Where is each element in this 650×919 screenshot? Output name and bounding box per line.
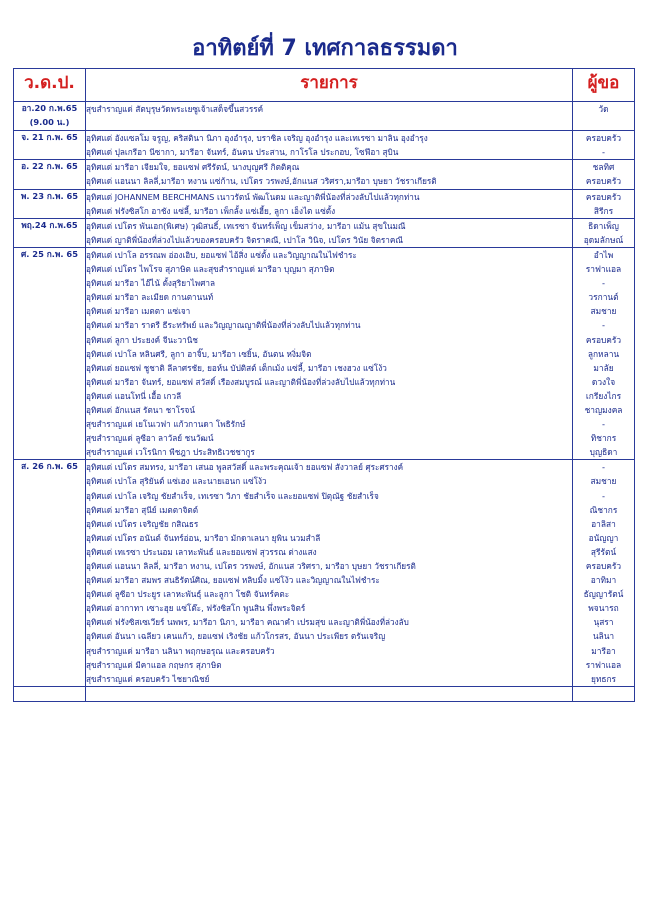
intention-line: อุทิศแด่ ลูกา ประยงค์ จีนะวานิช — [86, 334, 198, 345]
requester-name: มารีอา — [591, 645, 616, 656]
intention-line: สุขสำราญแด่ ครอบครัว ไชยาณิชย์ — [86, 673, 210, 684]
intention-line: อุทิศแด่ ญาติพี่น้องที่ล่วงไปแล้วของครอบครัว จิตราคณี, เปาโล วินิจ, เปโตร วินัย จิตราคณี — [86, 234, 403, 245]
requester-name: ณิชากร — [589, 504, 618, 515]
requester-name: ยุทธกร — [590, 673, 617, 684]
requester-name: - — [601, 278, 606, 289]
requester-name: บุญธิดา — [589, 447, 618, 458]
intention-line: อุทิศแด่ อันนา เฉลียว เคนแก้ว, ยอแซฟ เริงชัย แก้วโกรสร, อันนา ประเพียร ตรันเจริญ — [86, 631, 386, 642]
page-title: อาทิตย์ที่ 7 เทศกาลธรรมดา — [192, 36, 458, 61]
intention-line: อุทิศแด่ อากาทา เซาะฮุย แซ่โต๊ะ, ฟรังซิสโก พูนสิน พึ่งพระจิตร์ — [86, 603, 306, 614]
row-items — [86, 460, 573, 687]
intention-line: อุทิศแด่ อักแนส รัตนา ชาโรจน์ — [86, 404, 195, 415]
intention-line: อุทิศแด่ ปุลเกรีอา นีซากา, มารีอา จันทร์, อันตน ประสาน, กาโรโล ประกอบ, โซฟีอา สุบิน — [86, 147, 399, 158]
table-row — [14, 247, 635, 459]
requester-name: ลูกหลาน — [587, 348, 620, 359]
intention-line: สุขสำราญแด่ เวโรนิกา พีชฎา ประสิทธิเวชชากูร — [86, 447, 255, 458]
requester-name: นุสรา — [593, 617, 614, 628]
requester-name: สมชาย — [590, 306, 617, 317]
header-items: รายการ — [86, 69, 573, 102]
intention-line: อุทิศแด่ มารีอา ราตรี ธีระทรัพย์ และวิญญาณญาติพี่น้องที่ล่วงลับไปแล้วทุกท่าน — [86, 320, 361, 331]
requester-name: อาลิสา — [591, 518, 616, 529]
requester-name: ชลทิศ — [592, 162, 615, 173]
row-date — [14, 102, 86, 131]
date-text: พ. 23 ก.พ. 65 — [20, 190, 79, 201]
date-text: อ. 22 ก.พ. 65 — [21, 161, 78, 172]
requester-name: - — [601, 462, 606, 473]
requester-name: - — [601, 147, 606, 158]
requester-name: ครอบครัว — [585, 334, 622, 345]
requester-name: - — [601, 490, 606, 501]
intention-line: อุทิศแด่ ยอแซฟ ชูชาติ ลีลาศรชัย, ยอห์น บัปติสต์ เต็กเม้ง แซ่ลี้, มารีอา เชงฮวง แซ่โง้ว — [86, 362, 387, 373]
intention-line: อุทิศแด่ ฟรังซิสเซเวียร์ นพพร, มารีอา นิภา, มารีอา คณาคำ เปรมสุข และญาติพี่น้องที่ล่วงลับ — [86, 617, 409, 628]
intention-line: อุทิศแด่ เทเรซา ประนอม เลาหะพันธ์ และยอแซฟ สุวรรณ ต่างแสง — [86, 546, 317, 557]
row-requesters — [573, 218, 635, 247]
schedule-table — [13, 68, 635, 702]
requester-name: มาลัย — [593, 362, 614, 373]
requester-name: - — [601, 320, 606, 331]
row-date — [14, 218, 86, 247]
requester-name: พจนารถ — [588, 603, 619, 614]
intention-line: อุทิศแด่ แอนโทนี่ เอื้อ เกวลี — [86, 390, 182, 401]
row-requesters — [573, 160, 635, 189]
requester-name: นลินา — [592, 631, 615, 642]
header-date: ว.ด.ป. — [14, 69, 86, 102]
requester-name: ทิชากร — [590, 433, 617, 444]
requester-name: ครอบครัว — [585, 191, 622, 202]
intention-line: สุขสำราญแด่ เยโนเวฟา แก้วกานดา โพธิรักษ์ — [86, 419, 246, 430]
requester-name: ดวงใจ — [591, 376, 616, 387]
empty-row — [14, 686, 635, 701]
table-row — [14, 160, 635, 189]
intention-line: อุทิศแด่ แอนนา ลิลลี่, มารีอา หงาน, เปโตร วรพงษ์, อักแนส วริศรา, มารีอา บุษยา วัชราเกียรติ — [86, 561, 416, 571]
requester-name: วัด — [598, 104, 609, 114]
table-row — [14, 131, 635, 160]
row-items — [86, 189, 573, 218]
intention-line: อุทิศแด่ เปโตร เจริญชัย กสิณธร — [86, 518, 199, 529]
requester-name: - — [601, 419, 606, 430]
intention-line: อุทิศแด่ มารีอา เจียมใจ, ยอแซฟ ศรีรัตน์, นางบุญศรี กิตติคุณ — [86, 162, 300, 173]
date-text: ศ. 25 ก.พ. 65 — [21, 248, 78, 259]
intention-line: อุทิศแด่ ลูซีอา ประยูร เลาหะพันธุ์ และลูกา โชติ จันทร์คตะ — [86, 589, 290, 600]
requester-name: อุดมลักษณ์ — [583, 234, 624, 245]
row-items — [86, 218, 573, 247]
row-requesters — [573, 247, 635, 459]
row-requesters — [573, 189, 635, 218]
intention-line: อุทิศแด่ เปโตร อนันต์ จันทร์อ่อน, มารีอา มักดาเลนา ยุพิน นวมสำลี — [86, 532, 321, 543]
table-row — [14, 460, 635, 687]
intention-line: อุทิศแด่ มารีอา สมพร สนธิรัตน์ศิณ, ยอแซฟ หลิบมิ้ง แซ่โง้ว และวิญญาณในไฟชำระ — [86, 575, 380, 586]
table-row — [14, 102, 635, 131]
row-requesters — [573, 102, 635, 131]
row-items — [86, 247, 573, 459]
table-row — [14, 218, 635, 247]
row-date — [14, 460, 86, 687]
date-text: อา.20 ก.พ.65 — [21, 103, 78, 113]
requester-name: อนัญญา — [588, 532, 619, 543]
intention-line: อุทิศแด่ แอนนา ลิลลี่,มารีอา หงาน แซ่ก้าน, เปโตร วรพงษ์,อักแนส วริศรา,มารีอา บุษยา วัชราเกียรติ — [86, 176, 437, 187]
requester-name: สุรีรัตน์ — [590, 546, 617, 557]
row-items — [86, 102, 573, 131]
requester-name: สมชาย — [590, 476, 617, 487]
row-items — [86, 160, 573, 189]
intention-line: อุทิศแด่ JOHANNEM BERCHMANS เนาวรัตน์ พัฒโนดม และญาติพี่น้องที่ล่วงลับไปแล้วทุกท่าน — [86, 191, 420, 202]
row-date — [14, 160, 86, 189]
requester-name: ครอบครัว — [585, 133, 622, 144]
intention-line: อุทิศแด่ เปาโล สุริยันต์ แซ่เฮง และนายเอนก แซ่โง้ว — [86, 476, 267, 487]
requester-name: สิรีกร — [593, 205, 614, 216]
intention-line: อุทิศแด่ เปโตร สมทรง, มารีอา เสนอ พูลสวัสดิ์ และพระคุณเจ้า ยอแซฟ สังวาลย์ ศุระศรางค์ — [86, 462, 404, 473]
requester-name: ราฟาแอล — [585, 659, 622, 670]
table-row — [14, 189, 635, 218]
intention-line: สุขสำราญแด่ สัตบุรุษวัดพระเยซูเจ้าเสด็จขึ้นสวรรค์ — [86, 104, 264, 114]
empty-cell — [86, 686, 573, 701]
row-date — [14, 189, 86, 218]
requester-name: เกรียงไกร — [585, 390, 622, 401]
requester-name: อาทิมา — [590, 575, 617, 586]
intention-line: อุทิศแด่ เปาโล อรรณพ อ่องเอิบ, ยอแซฟ ไอ้สิ่ง แซ่ตั้ง และวิญญาณในไฟชำระ — [86, 249, 357, 260]
intention-line: อุทิศแด่ มารีอา สุนีย์ เมตตาจิตต์ — [86, 504, 199, 515]
intention-line: อุทิศแด่ มารีอา ไอ๊ไน้ ตั้งสุริยาไพศาล — [86, 278, 216, 289]
intention-line: อุทิศแด่ มารีอา เมตตา แซ่เจา — [86, 306, 191, 317]
date-text: ส. 26 ก.พ. 65 — [21, 461, 78, 472]
requester-name: วรกานต์ — [588, 292, 619, 303]
row-requesters — [573, 460, 635, 687]
date-text: จ. 21 ก.พ. 65 — [21, 132, 78, 143]
date-text: พฤ.24 ก.พ.65 — [21, 219, 78, 230]
intention-line: อุทิศแด่ ฟรังซิสโก อาชัง แซ่ลี้, มารีอา เพ็กลั้ง แซ่เฮี้ย, ลูกา เอ็งไต แซ่ตั้ง — [86, 205, 336, 216]
requester-name: ชาญมงคล — [584, 404, 623, 415]
intention-line: อุทิศแด่ เปาโล เจริญ ชัยสำเร็จ, เทเรซา วิภา ชัยสำเร็จ และยอแซฟ ปิตุณัฐ ชัยสำเร็จ — [86, 490, 379, 501]
row-date — [14, 247, 86, 459]
intention-line: อุทิศแด่ เปโตร ไพโรจ สุภาษิต และสุขสำราญแด่ มารีอา บุญมา สุภาษิต — [86, 264, 335, 275]
requester-name: ครอบครัว — [585, 176, 622, 187]
intention-line: อุทิศแด่ เปโตร พันเอก(พิเศษ) วุฒิสนธิ์, เทเรซา จันทร์เพ็ญ เข็มสว่าง, มารีอา แม้น สุขในมณี — [86, 220, 406, 231]
requester-name: ราฟาแอล — [585, 264, 622, 275]
intention-line: อุทิศแด่ เปาโล หลินศรี, ลูกา อาจิ๊บ, มารีอา เซยิ้น, อันตน หงิ่มจิต — [86, 348, 312, 359]
requester-name: อำไพ — [593, 249, 614, 260]
empty-cell — [14, 686, 86, 701]
row-requesters — [573, 131, 635, 160]
time-text: (9.00 น.) — [29, 117, 70, 128]
intention-line: อุทิศแด่ มารีอา จันทร์, ยอแซฟ สวัสดิ์ เรืองสมบูรณ์ และญาติพี่น้องที่ล่วงลับไปแล้วทุกท่าน — [86, 376, 396, 387]
row-items — [86, 131, 573, 160]
intention-line: อุทิศแด่ อังแซลโม จรูญ, คริสตินา นิภา อุงอำรุง, บราซิล เจริญ อุงอำรุง และเทเรซา มาลิน อุงอำรุง — [86, 133, 428, 144]
requester-name: ธัญญารัตน์ — [583, 589, 624, 600]
requester-name: ครอบครัว — [585, 561, 622, 571]
row-date — [14, 131, 86, 160]
header-requester: ผู้ขอ — [573, 69, 635, 102]
intention-line: อุทิศแด่ มารีอา ละเมียด กานตานนท์ — [86, 292, 214, 303]
intention-line: สุขสำราญแด่ มีคาแอล กฤษกร สุภาษิต — [86, 659, 222, 670]
intention-line: สุขสำราญแด่ มารีอา นลินา พฤกษอรุณ และครอบครัว — [86, 645, 275, 656]
intention-line: สุขสำราญแด่ ลูซีอา ลาวัลย์ ชนวัฒน์ — [86, 433, 214, 444]
requester-name: ธิดาเพ็ญ — [588, 220, 619, 231]
empty-cell — [573, 686, 635, 701]
